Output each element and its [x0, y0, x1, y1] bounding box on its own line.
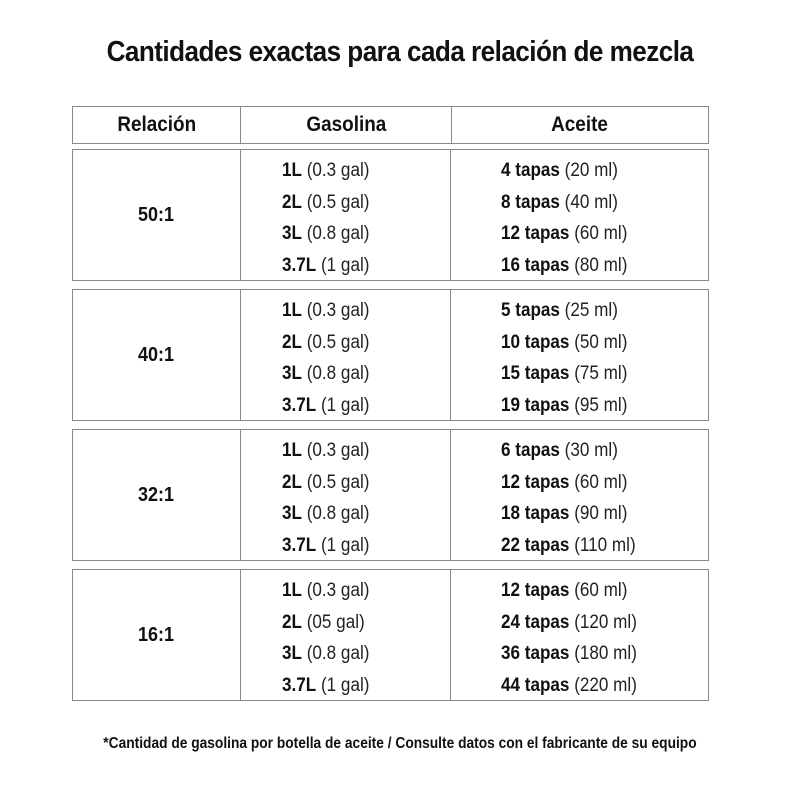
- gasoline-gallons: (1 gal): [316, 534, 370, 556]
- gasoline-gallons: (0.8 gal): [301, 643, 370, 664]
- gasoline-cell: [241, 290, 451, 420]
- gasoline-amount: 3L: [282, 223, 302, 244]
- oil-line: [501, 327, 687, 359]
- ratio-value: 40:1: [138, 343, 175, 366]
- gasoline-cell: [241, 150, 451, 280]
- gasoline-line: [282, 530, 433, 562]
- oil-caps: 12 tapas: [501, 580, 570, 601]
- ratio-cell: [73, 430, 241, 560]
- gasoline-line: [282, 467, 433, 499]
- oil-ml: (220 ml): [569, 674, 637, 696]
- header-oil-label: Aceite: [551, 113, 609, 136]
- gasoline-gallons: (0.8 gal): [301, 503, 370, 524]
- gasoline-line: [282, 155, 433, 187]
- gasoline-amount: 2L: [282, 191, 302, 213]
- header-gasoline: [241, 107, 452, 143]
- gasoline-amount: 3.7L: [282, 534, 317, 556]
- footnote-text: *Cantidad de gasolina por botella de aceite / Consulte datos con el fabricante de su equipo: [103, 735, 697, 752]
- oil-line: [501, 358, 687, 390]
- ratio-value: 16:1: [138, 623, 175, 646]
- ratio-group: [72, 569, 709, 701]
- gasoline-gallons: (0.3 gal): [301, 160, 370, 181]
- gasoline-line: [282, 435, 433, 467]
- oil-line: [501, 295, 687, 327]
- oil-ml: (80 ml): [569, 254, 628, 276]
- oil-caps: 24 tapas: [501, 611, 570, 633]
- oil-ml: (75 ml): [569, 363, 628, 384]
- gasoline-gallons: (0.5 gal): [301, 331, 370, 353]
- oil-line: [501, 390, 687, 422]
- gasoline-line: [282, 638, 433, 670]
- oil-ml: (60 ml): [569, 580, 628, 601]
- gasoline-cell: [241, 430, 451, 560]
- gasoline-amount: 1L: [282, 580, 302, 601]
- oil-caps: 6 tapas: [501, 440, 560, 461]
- gasoline-amount: 3L: [282, 643, 302, 664]
- oil-ml: (180 ml): [569, 643, 637, 664]
- oil-ml: (25 ml): [559, 300, 618, 321]
- gasoline-gallons: (1 gal): [316, 394, 370, 416]
- oil-ml: (60 ml): [569, 223, 628, 244]
- oil-ml: (60 ml): [569, 471, 628, 493]
- oil-ml: (110 ml): [569, 534, 636, 556]
- gasoline-gallons: (1 gal): [316, 254, 370, 276]
- oil-caps: 8 tapas: [501, 191, 560, 213]
- oil-line: [501, 187, 687, 219]
- oil-cell: [451, 150, 708, 280]
- oil-line: [501, 155, 687, 187]
- gasoline-line: [282, 670, 433, 702]
- oil-line: [501, 435, 687, 467]
- ratio-value: 32:1: [138, 483, 175, 506]
- gasoline-amount: 3.7L: [282, 254, 317, 276]
- gasoline-cell: [241, 570, 451, 700]
- gasoline-line: [282, 390, 433, 422]
- oil-caps: 12 tapas: [501, 223, 570, 244]
- gasoline-amount: 2L: [282, 471, 302, 493]
- oil-ml: (90 ml): [569, 503, 628, 524]
- gasoline-gallons: (05 gal): [301, 611, 365, 633]
- gasoline-amount: 1L: [282, 440, 302, 461]
- gasoline-amount: 1L: [282, 300, 302, 321]
- header-gasoline-label: Gasolina: [306, 113, 386, 136]
- oil-caps: 22 tapas: [501, 534, 570, 556]
- gasoline-line: [282, 250, 433, 282]
- page-title: Cantidades exactas para cada relación de mezcla: [106, 36, 694, 68]
- oil-ml: (50 ml): [569, 331, 628, 353]
- oil-line: [501, 498, 687, 530]
- gasoline-line: [282, 498, 433, 530]
- ratio-group: [72, 289, 709, 421]
- oil-caps: 16 tapas: [501, 254, 570, 276]
- oil-caps: 4 tapas: [501, 160, 560, 181]
- gasoline-gallons: (1 gal): [316, 674, 370, 696]
- footnote: [0, 735, 800, 753]
- gasoline-line: [282, 575, 433, 607]
- oil-cell: [451, 570, 708, 700]
- header-oil: [452, 107, 708, 143]
- ratio-group: [72, 149, 709, 281]
- gasoline-line: [282, 607, 433, 639]
- gasoline-line: [282, 358, 433, 390]
- oil-caps: 44 tapas: [501, 674, 570, 696]
- gasoline-amount: 3.7L: [282, 674, 317, 696]
- gasoline-line: [282, 187, 433, 219]
- ratio-cell: [73, 570, 241, 700]
- oil-ml: (120 ml): [569, 611, 637, 633]
- oil-line: [501, 670, 687, 702]
- oil-caps: 18 tapas: [501, 503, 570, 524]
- oil-ml: (95 ml): [569, 394, 628, 416]
- oil-line: [501, 530, 687, 562]
- oil-ml: (20 ml): [559, 160, 618, 181]
- gasoline-gallons: (0.3 gal): [301, 300, 370, 321]
- ratio-cell: [73, 290, 241, 420]
- oil-cell: [451, 430, 708, 560]
- oil-line: [501, 575, 687, 607]
- oil-caps: 12 tapas: [501, 471, 570, 493]
- oil-line: [501, 250, 687, 282]
- oil-cell: [451, 290, 708, 420]
- gasoline-line: [282, 218, 433, 250]
- oil-caps: 36 tapas: [501, 643, 570, 664]
- gasoline-gallons: (0.5 gal): [301, 191, 370, 213]
- ratio-cell: [73, 150, 241, 280]
- gasoline-line: [282, 295, 433, 327]
- gasoline-gallons: (0.3 gal): [301, 440, 370, 461]
- gasoline-amount: 3L: [282, 363, 302, 384]
- oil-line: [501, 638, 687, 670]
- oil-line: [501, 467, 687, 499]
- oil-caps: 10 tapas: [501, 331, 570, 353]
- oil-ml: (30 ml): [559, 440, 618, 461]
- oil-caps: 5 tapas: [501, 300, 560, 321]
- gasoline-line: [282, 327, 433, 359]
- gasoline-gallons: (0.8 gal): [301, 363, 370, 384]
- oil-line: [501, 218, 687, 250]
- header-ratio-label: Relación: [117, 113, 196, 136]
- gasoline-gallons: (0.8 gal): [301, 223, 370, 244]
- oil-caps: 19 tapas: [501, 394, 570, 416]
- gasoline-gallons: (0.3 gal): [301, 580, 370, 601]
- gasoline-amount: 1L: [282, 160, 302, 181]
- ratio-value: 50:1: [138, 203, 175, 226]
- gasoline-amount: 2L: [282, 331, 302, 353]
- oil-line: [501, 607, 687, 639]
- gasoline-gallons: (0.5 gal): [301, 471, 370, 493]
- gasoline-amount: 3.7L: [282, 394, 317, 416]
- gasoline-amount: 2L: [282, 611, 302, 633]
- gasoline-amount: 3L: [282, 503, 302, 524]
- oil-caps: 15 tapas: [501, 363, 570, 384]
- oil-ml: (40 ml): [559, 191, 618, 213]
- ratio-group: [72, 429, 709, 561]
- table-header-row: [72, 106, 709, 144]
- header-ratio: [73, 107, 241, 143]
